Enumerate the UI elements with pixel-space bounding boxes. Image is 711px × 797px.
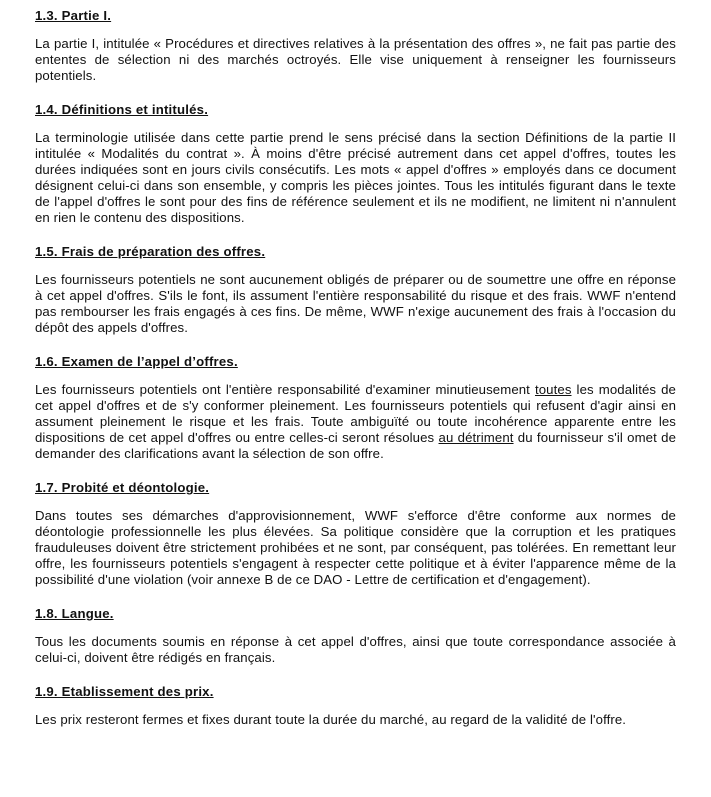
- paragraph: [35, 130, 676, 226]
- section-1-4: [35, 102, 676, 226]
- text-run: Les prix resteront fermes et fixes durant toute la durée du marché, au regard de la validité de l'offre.: [35, 712, 627, 727]
- text-run: La terminologie utilisée dans cette partie prend le sens précisé dans la section Définitions de la partie II intitulée « Modalités du contrat ». À moins d'être précisé autrement dans cet appel d'offres, toutes les durées indiquées sont en jours civils consécutifs. Les mots « appel d'offres » employés dans ce document désignent celui-ci dans son ensemble, y compris les pièces jointes. Tous les intitulés figurant dans le texte de l'appel d'offres le sont pour des fins de référence seulement et ils ne modifient, ne limitent ni n'annulent en rien le contenu des dispositions.: [35, 130, 676, 225]
- section-1-3: [35, 8, 676, 84]
- underlined-phrase: au détriment: [438, 430, 514, 445]
- section-heading-1-4: 1.4. Définitions et intitulés.: [35, 102, 209, 117]
- section-heading-1-3: 1.3. Partie I.: [35, 8, 112, 23]
- section-1-6: [35, 354, 676, 462]
- section-heading-1-8: 1.8. Langue.: [35, 606, 114, 621]
- paragraph: [35, 508, 676, 588]
- paragraph: [35, 634, 676, 666]
- paragraph: [35, 712, 676, 728]
- section-heading-1-7: 1.7. Probité et déontologie.: [35, 480, 210, 495]
- section-heading-1-6: 1.6. Examen de l’appel d’offres.: [35, 354, 238, 369]
- text-run: Dans toutes ses démarches d'approvisionnement, WWF s'efforce d'être conforme aux normes de déontologie professionnelle les plus élevées. Sa politique considère que la corruption et les pratiques frauduleuses doivent être strictement prohibées et ne sont, par conséquent, pas tolérées. En remettant leur offre, les fournisseurs potentiels s'engagent à respecter cette politique et à éviter l'apparence même de la possibilité d'une violation (voir annexe B de ce DAO - Lettre de certification et d'engagement).: [35, 508, 676, 587]
- text-run: Les fournisseurs potentiels ne sont aucunement obligés de préparer ou de soumettre une offre en réponse à cet appel d'offres. S'ils le font, ils assument l'entière responsabilité du risque et des frais. WWF n'entend pas rembourser les frais engagés à ces fins. De même, WWF n'exige aucunement des frais à l'occasion du dépôt des appels d'offres.: [35, 272, 676, 335]
- paragraph: [35, 382, 676, 462]
- paragraph: [35, 272, 676, 336]
- section-1-9: [35, 684, 676, 728]
- text-run: Les fournisseurs potentiels ont l'entière responsabilité d'examiner minutieusement: [35, 382, 535, 397]
- underlined-phrase: toutes: [534, 382, 572, 397]
- text-run: La partie I, intitulée « Procédures et directives relatives à la présentation des offres », ne fait pas partie des ententes de sélection ni des marchés octroyés. Elle vise uniquement à renseigner les fournisseurs potentiels.: [35, 36, 676, 83]
- section-heading-1-5: 1.5. Frais de préparation des offres.: [35, 244, 266, 259]
- text-run: Tous les documents soumis en réponse à cet appel d'offres, ainsi que toute correspondance associée à celui-ci, doivent être rédigés en français.: [35, 634, 676, 665]
- paragraph: [35, 36, 676, 84]
- section-1-7: [35, 480, 676, 588]
- section-1-5: [35, 244, 676, 336]
- text-run: du fournisseur s'il omet de demander des clarifications avant la sélection de son offre.: [35, 430, 677, 461]
- section-1-8: [35, 606, 676, 666]
- section-heading-1-9: 1.9. Etablissement des prix.: [35, 684, 214, 699]
- text-run: les modalités de cet appel d'offres et de s'y conformer pleinement. Les fournisseurs potentiels qui refusent d'agir ainsi en assument pleinement le risque et les frais. Toute ambiguïté ou toute incohérence apparente entre les dispositions de cet appel d'offres ou entre celles-ci seront résolues: [35, 382, 676, 445]
